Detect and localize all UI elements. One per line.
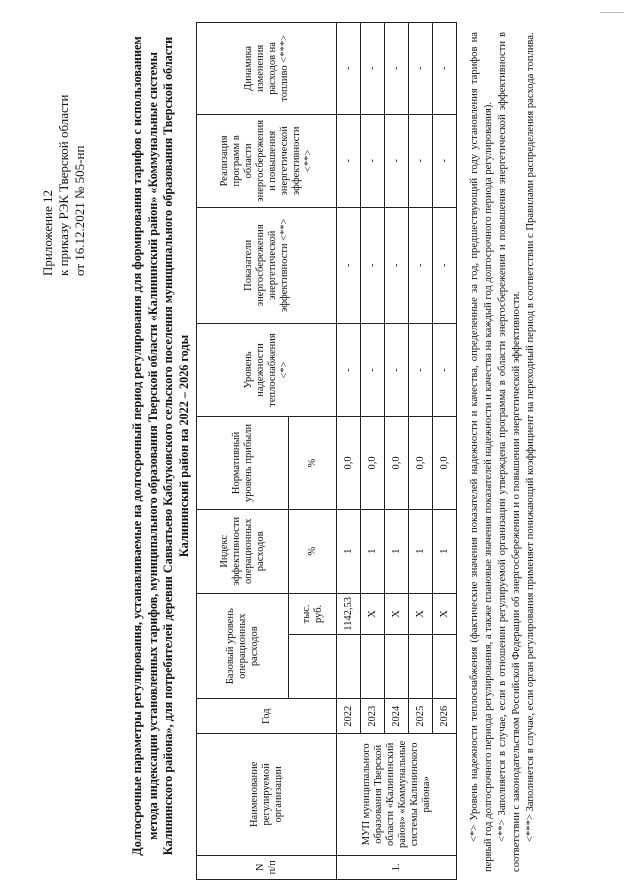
unit-index: % <box>289 509 337 594</box>
cell-programs: - <box>385 114 409 207</box>
cell-profit: 0,0 <box>337 417 361 509</box>
cell-fuel: - <box>337 23 361 115</box>
cell-energy: - <box>385 208 409 324</box>
cell-fuel: - <box>409 23 433 115</box>
footnote-2: <**> Заполняется в случае, если в отношении регулируемой организации утверждена программа в области энергосбережения и повышения энергетической эффективности в соответствии с законодательством Российской Федерации об энергосбережении и о повышении энергетической эффективности. <box>497 32 522 872</box>
row-org-name: МУП муниципального образования Тверской области «Калининский район» «Коммунальные системы Калининского района» <box>337 734 457 855</box>
document-title: Долгосрочные параметры регулирования, устанавливаемые на долгосрочный период регулирования для формирования тарифов с использованием метода индексации установленных тарифов, муниципального образования Тверской области «Калининский район» «Коммунальные системы Калининского района», для потребителей деревни Савватьево Каблуковского сельского поселения муниципального образования Тверской области Калининский район на 2022 – 2026 годы <box>130 36 191 856</box>
cell-empty <box>361 634 385 699</box>
cell-reliability: - <box>433 323 457 417</box>
header-fuel: Динамика изменения расходов на топливо <***> <box>197 23 337 115</box>
cell-fuel: - <box>385 23 409 115</box>
unit-empty <box>289 634 337 699</box>
cell-empty <box>409 634 433 699</box>
cell-index: 1 <box>337 509 361 594</box>
cell-base: X <box>409 594 433 635</box>
cell-base: X <box>385 594 409 635</box>
cell-energy: - <box>409 208 433 324</box>
cell-year: 2024 <box>385 699 409 734</box>
header-profit: Нормативный уровень прибыли <box>197 417 289 509</box>
cell-reliability: - <box>337 323 361 417</box>
footnote-1: <*> Уровень надежности теплоснабжения (фактические значения показателей надежности и качества, определенные за год, предшествующий году установления тарифов на первый год долгосрочного периода регулирования, а также плановые значения показателей надежности и качества на каждый год долгосрочного периода регулирования). <box>469 32 494 872</box>
cell-reliability: - <box>409 323 433 417</box>
cell-energy: - <box>337 208 361 324</box>
cell-programs: - <box>337 114 361 207</box>
cell-reliability: - <box>385 323 409 417</box>
row-number: 1. <box>337 855 457 879</box>
cell-base: 1142,53 <box>337 594 361 635</box>
cell-profit: 0,0 <box>385 417 409 509</box>
unit-profit: % <box>289 417 337 509</box>
cell-reliability: - <box>361 323 385 417</box>
parameters-table <box>196 22 457 880</box>
header-num: N п/п <box>197 855 337 879</box>
cell-index: 1 <box>433 509 457 594</box>
cell-index: 1 <box>385 509 409 594</box>
unit-base: тыс. руб. <box>289 594 337 635</box>
header-year: Год <box>197 699 337 734</box>
cell-year: 2023 <box>361 699 385 734</box>
header-reliability: Уровень надежности теплоснабжения <*> <box>197 323 337 417</box>
cell-index: 1 <box>409 509 433 594</box>
header-base: Базовый уровень операционных расходов <box>197 594 289 699</box>
cell-programs: - <box>361 114 385 207</box>
cell-empty <box>337 634 361 699</box>
cell-empty <box>385 634 409 699</box>
cell-programs: - <box>409 114 433 207</box>
footnotes <box>468 32 538 872</box>
cell-fuel: - <box>433 23 457 115</box>
cell-profit: 0,0 <box>361 417 385 509</box>
table-header-row <box>197 23 289 880</box>
header-org: Наименование регулируемой организации <box>197 734 337 855</box>
table-row <box>337 23 361 880</box>
cell-empty <box>433 634 457 699</box>
cell-profit: 0,0 <box>409 417 433 509</box>
appendix-order: к приказу РЭК Тверской области <box>56 94 71 276</box>
cell-profit: 0,0 <box>433 417 457 509</box>
cell-fuel: - <box>361 23 385 115</box>
appendix-header <box>40 26 88 276</box>
cell-year: 2022 <box>337 699 361 734</box>
cell-year: 2026 <box>433 699 457 734</box>
footnote-3: <***> Заполняется в случае, если орган регулирования применяет понижающий коэффициент на переходный период в соответствии с Правилами распределения расхода топлива. <box>525 32 536 842</box>
cell-programs: - <box>433 114 457 207</box>
header-energy: Показатели энергосбережения энергетической эффективности <**> <box>197 208 337 324</box>
cell-index: 1 <box>361 509 385 594</box>
header-programs: Реализация программ в области энергосбережения и повышения энергетической эффективности <**> <box>197 114 337 207</box>
header-index: Индекс эффективности операционных расходов <box>197 509 289 594</box>
cell-energy: - <box>361 208 385 324</box>
cell-year: 2025 <box>409 699 433 734</box>
cell-base: X <box>433 594 457 635</box>
appendix-number: Приложение 12 <box>40 189 55 276</box>
cell-energy: - <box>433 208 457 324</box>
cell-base: X <box>361 594 385 635</box>
appendix-date: от 16.12.2021 № 505-нп <box>72 145 87 276</box>
